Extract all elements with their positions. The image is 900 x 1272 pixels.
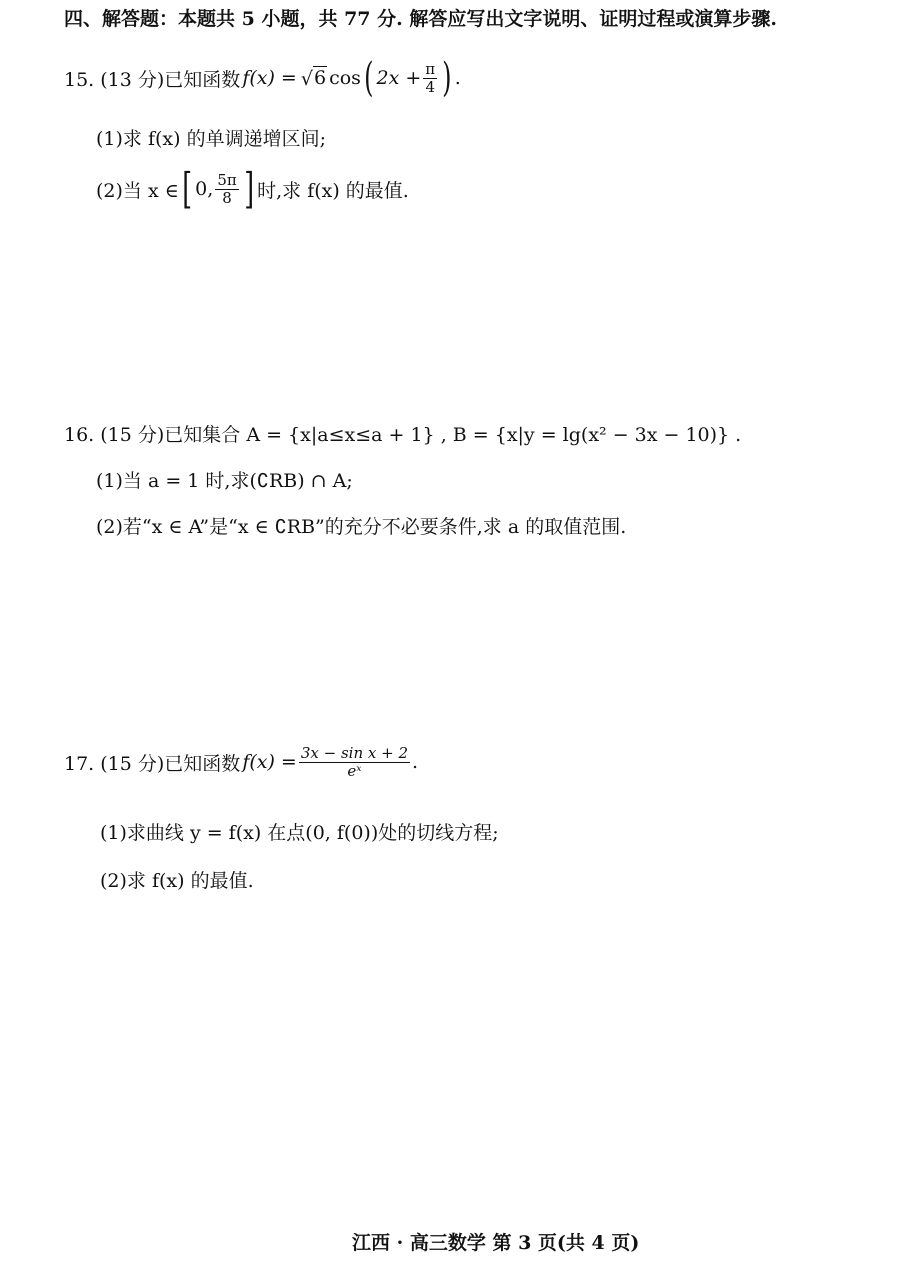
- question-16-part-2: (2)若“x ∈ A”是“x ∈ ∁RB”的充分不必要条件,求 a 的取值范围.: [96, 516, 627, 538]
- question-17-part-1: (1)求曲线 y = f(x) 在点(0, f(0))处的切线方程;: [100, 822, 499, 844]
- question-15-part-2-post: 时,求 f(x) 的最值.: [257, 179, 409, 202]
- question-15-fx: f(x) =: [242, 67, 297, 89]
- question-15-inner: 2x +: [376, 67, 422, 89]
- question-15-frac-num: π: [425, 60, 436, 78]
- question-17-fraction: [299, 745, 410, 779]
- right-bracket-icon: ]: [243, 164, 254, 213]
- question-17-frac-den: eˣ: [347, 761, 362, 780]
- question-17-fx: f(x) =: [242, 751, 297, 773]
- question-15-title: [64, 55, 461, 101]
- left-paren-icon: (: [364, 55, 374, 101]
- question-15-label: 15. (13 分)已知函数: [64, 68, 241, 91]
- left-bracket-icon: [: [182, 164, 192, 213]
- question-15-part-2-fraction: [215, 172, 238, 206]
- question-15-part-2-pre: (2)当 x ∈: [96, 179, 179, 202]
- sqrt-sign-icon: √: [300, 67, 313, 90]
- question-15-sqrt-radicand: 6: [313, 67, 327, 90]
- question-15-end: .: [454, 67, 461, 89]
- page-footer: 江西 · 高三数学 第 3 页(共 4 页): [352, 1232, 640, 1254]
- question-15-fraction: [423, 61, 437, 95]
- question-15-part-2-frac-num: 5π: [217, 171, 237, 189]
- question-15-frac-den: 4: [425, 77, 435, 96]
- section-header: 四、解答题：本题共 5 小题，共 77 分. 解答应写出文字说明、证明过程或演算步骤.: [64, 8, 777, 30]
- question-17-end: .: [412, 751, 419, 773]
- question-15-sqrt: [301, 66, 327, 90]
- question-15-part-1: (1)求 f(x) 的单调递增区间;: [96, 128, 326, 150]
- question-17-frac-num: 3x − sin x + 2: [300, 744, 408, 762]
- question-16-part-1: (1)当 a = 1 时,求(∁RB) ∩ A;: [96, 470, 353, 492]
- question-17-part-2: (2)求 f(x) 的最值.: [100, 870, 254, 892]
- question-15-part-2: [96, 164, 409, 213]
- question-15-part-2-zero: 0,: [195, 178, 214, 200]
- right-paren-icon: ): [442, 55, 452, 101]
- question-17-label: 17. (15 分)已知函数: [64, 752, 241, 775]
- question-15-part-2-frac-den: 8: [222, 188, 232, 207]
- question-16-title: 16. (15 分)已知集合 A = {x|a≤x≤a + 1} , B = {x|y = lg(x² − 3x − 10)} .: [64, 424, 742, 446]
- question-15-cos: cos: [329, 67, 361, 89]
- question-17-title: [64, 745, 418, 779]
